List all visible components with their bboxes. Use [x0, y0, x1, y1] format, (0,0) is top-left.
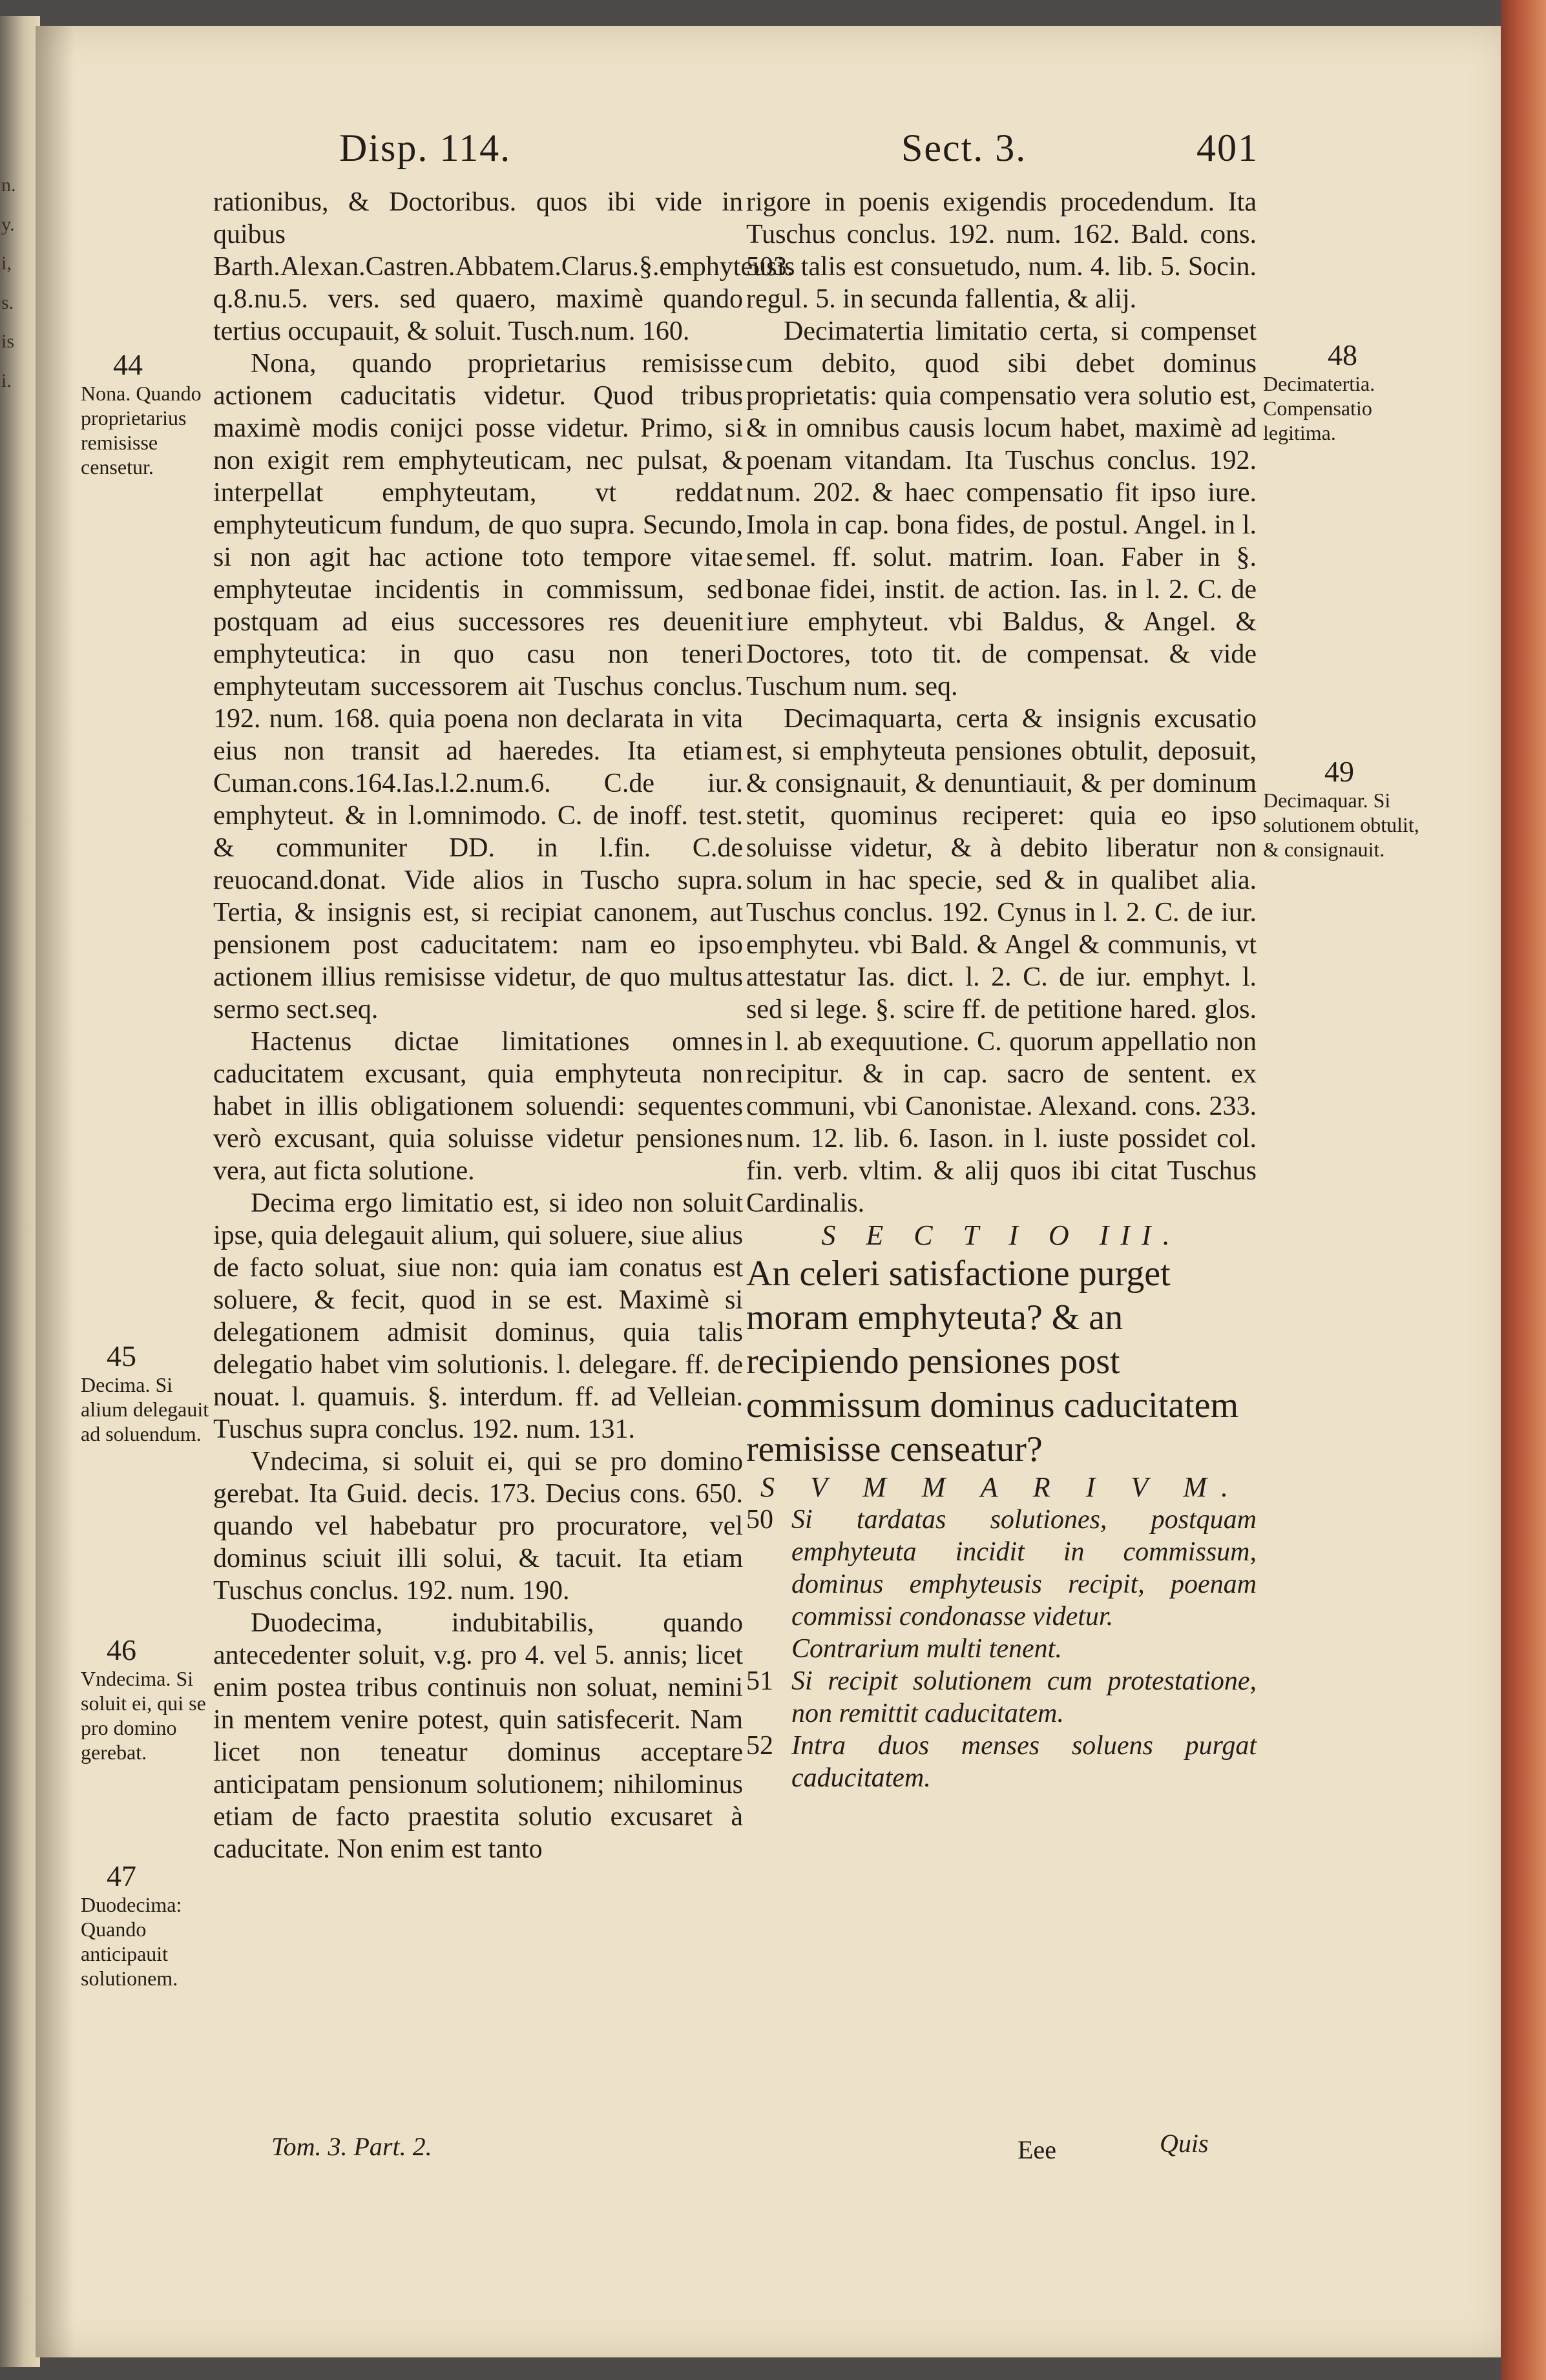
summary-title: S V M M A R I V M. [760, 1471, 1242, 1503]
paragraph: Vndecima, si soluit ei, qui se pro domino gerebat. Ita Guid. decis. 173. Decius cons. 650. quando vel habebatur pro procuratore, vel dominus sciuit illi solui, & tacuit. Ita etiam Tuschus conclus. 192. num. 190. [213, 1447, 743, 1606]
margin-note-text: Vndecima. Si soluit ei, qui se pro domino gerebat. [81, 1667, 206, 1764]
summary-item [746, 1633, 1257, 1665]
paragraph: Decima ergo limitatio est, si ideo non soluit ipse, quia delegauit alium, qui soluere, siue alius de facto soluat, siue non: quia iam conatus est soluere, & fecit, quod in se est. Maximè si delegationem admisit dominus, quia talis delegatio habet vim solutionis. l. delegare. ff. de nouat. l. quamuis. §. interdum. ff. ad Velleian. Tuschus supra conclus. 192. num. 131. [213, 1188, 743, 1444]
margin-note-number: 48 [1328, 338, 1357, 371]
paragraph: rigore in poenis exigendis procedendum. Ita Tuschus conclus. 192. num. 162. Bald. cons. 503. talis est consuetudo, num. 4. lib. 5. Socin. regul. 5. in secunda fallentia, & alij. [746, 187, 1257, 314]
summary-item [746, 1504, 1257, 1633]
summary-number: 51 [746, 1666, 773, 1696]
paragraph: Hactenus dictae limitationes omnes caducitatem excusant, quia emphyteuta non habet in illis obligationem soluendi: sequentes verò excusant, quia soluisse videtur pensiones vera, aut ficta solutione. [213, 1027, 743, 1186]
margin-note-text: Decima. Si alium delegauit ad soluendum. [81, 1373, 209, 1445]
margin-note-46 [81, 1634, 210, 1764]
margin-note-text: Nona. Quando proprietarius remisisse censetur. [81, 382, 202, 479]
margin-note-text: Decimatertia. Compensatio legitima. [1263, 372, 1375, 444]
previous-page-fragments: n. y. i, s. is i. [1, 174, 16, 391]
running-head-disputatio: Disp. 114. [339, 127, 512, 169]
summary-number: 52 [746, 1731, 773, 1761]
volume-line: Tom. 3. Part. 2. [271, 2132, 432, 2161]
summary-text: Si tardatas solutiones, postquam emphyteuta incidit in commissum, dominus emphyteusis recipit, poenam commissi condonasse videtur. [791, 1505, 1257, 1631]
paragraph: Decimatertia limitatio certa, si compenset cum debito, quod sibi debet dominus proprietatis: quia compensatio vera solutio est, & in omnibus causis locum habet, maximè ad poenam vitandam. Ita Tuschus conclus. 192. num. 202. & haec compensatio fit ipso iure. Imola in cap. bona fides, de postul. Angel. in l. semel. ff. solut. matrim. Ioan. Faber in §. bonae fidei, instit. de action. Ias. in l. 2. C. de iure emphyteut. vbi Baldus, & Angel. & Doctores, toto tit. de compensat. & vide Tuschum num. seq. [746, 316, 1257, 701]
summary-item [746, 1665, 1257, 1730]
section-question: An celeri satisfactione purget moram emphyteuta? & an recipiendo pensiones post commissum dominus caducitatem remisisse censeatur? [746, 1254, 1239, 1469]
catchword: Quis [1160, 2129, 1209, 2158]
summary-item [746, 1730, 1257, 1794]
margin-note-number: 49 [1324, 755, 1354, 788]
margin-note-text: Decimaquar. Si solutionem obtulit, & consignauit. [1263, 789, 1419, 861]
paragraph: Decimaquarta, certa & insignis excusatio est, si emphyteuta pensiones obtulit, deposuit, & consignauit, & denuntiauit, & per dominum stetit, quominus reciperet: quia eo ipso soluisse videtur, & à debito liberatur non solum in hac specie, sed & in qualibet alia. Tuschus conclus. 192. Cynus in l. 2. C. de iur. emphyteu. vbi Bald. & Angel & communis, vt attestatur Ias. dict. l. 2. C. de iur. emphyt. l. sed si lege. §. scire ff. de petitione hared. glos. in l. ab exequutione. C. quorum appellatio non recipitur. & in cap. sacro de sentent. ex communi, vbi Canonistae. Alexand. cons. 233. num. 12. lib. 6. Iason. in l. iuste possidet col. fin. verb. vltim. & alij quos ibi citat Tuschus Cardinalis. [746, 704, 1257, 1218]
margin-note-number: 44 [113, 348, 143, 381]
paragraph: rationibus, & Doctoribus. quos ibi vide in quibus Barth.Alexan.Castren.Abbatem.Clarus.§.emphyteusis q.8.nu.5. vers. sed quaero, maximè quando tertius occupauit, & soluit. Tusch.num. 160. [213, 187, 795, 346]
page-number: 401 [1196, 127, 1259, 169]
section-title: S E C T I O III. [821, 1219, 1182, 1251]
running-head-sectio: Sect. 3. [901, 127, 1027, 169]
page-edge-right [1501, 0, 1546, 2380]
margin-note-48 [1263, 339, 1431, 445]
margin-note-number: 45 [107, 1340, 136, 1372]
gutter-shadow [36, 26, 74, 2357]
right-column [746, 186, 1257, 1794]
summary-text: Si recipit solutionem cum protestatione, non remittit caducitatem. [791, 1666, 1257, 1728]
summary-number: 50 [746, 1505, 773, 1535]
signature-mark: Eee [1018, 2135, 1056, 2164]
margin-note-47 [81, 1860, 210, 1991]
paragraph: Nona, quando proprietarius remisisse actionem caducitatis videtur. Quod tribus maximè modis conijci posse videtur. Primo, si non exigit rem emphyteuticam, nec pulsat, & interpellat emphyteutam, vt reddat emphyteuticum fundum, de quo supra. Secundo, si non agit hac actione toto tempore vitae emphyteutae incidentis in commissum, sed postquam ad eius successores res deuenit emphyteutica: in quo casu non teneri emphyteutam successorem ait Tuschus conclus. 192. num. 168. quia poena non declarata in vita eius non transit ad haeredes. Ita etiam Cuman.cons.164.Ias.l.2.num.6. C.de iur. emphyteut. & in l.omnimodo. C. de inoff. test. & communiter DD. in l.fin. C.de reuocand.donat. Vide alios in Tuscho supra. Tertia, & insignis est, si recipiat canonem, aut pensionem post caducitatem: nam eo ipso actionem illius remisisse videtur, de quo multus sermo sect.seq. [213, 349, 743, 1024]
summary-text: Contrarium multi tenent. [791, 1634, 1062, 1664]
margin-note-45 [81, 1340, 210, 1446]
margin-note-text: Duodecima: Quando anticipauit solutionem. [81, 1893, 182, 1990]
margin-note-number: 47 [107, 1859, 136, 1892]
summary-text: Intra duos menses soluens purgat caducitatem. [791, 1731, 1257, 1793]
margin-note-number: 46 [107, 1633, 136, 1666]
margin-note-49 [1263, 756, 1431, 862]
paragraph: Duodecima, indubitabilis, quando antecedenter soluit, v.g. pro 4. vel 5. annis; licet enim postea tribus continuis non soluat, nemini in mentem venire potest, quin satisfecerit. Nam licet non teneatur dominus acceptare anticipatam pensionum solutionem; nihilominus etiam de facto praestita solutio excusaret à caducitate. Non enim est tanto [213, 1608, 743, 1864]
margin-note-44 [81, 349, 210, 479]
